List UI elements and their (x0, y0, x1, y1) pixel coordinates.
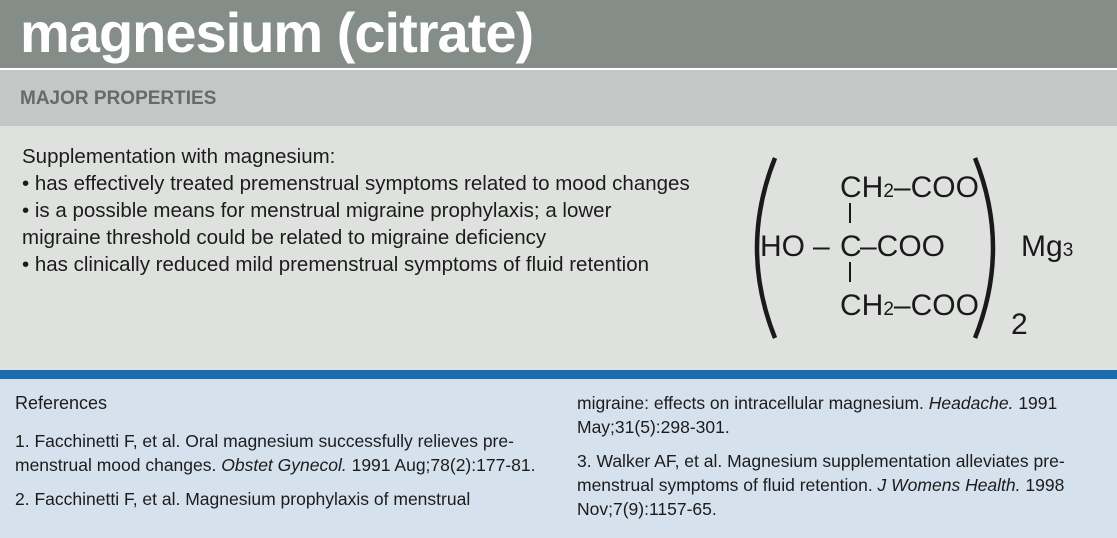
references-panel (0, 379, 1117, 538)
journal-name: Obstet Gynecol. (221, 455, 347, 475)
formula-metal: Mg3 (1021, 230, 1074, 263)
reference-3-line: Nov;7(9):1157-65. (577, 499, 717, 519)
reference-3-line: menstrual symptoms of fluid retention. J Womens Health. 1998 (577, 475, 1065, 495)
formula-middle-group: –COO (860, 230, 946, 263)
reference-3-line: 3. Walker AF, et al. Magnesium supplementation alleviates pre- (577, 451, 1065, 471)
section-header (0, 70, 1117, 126)
page-title: magnesium (citrate) (20, 1, 534, 64)
reference-2-line: May;31(5):298-301. (577, 417, 730, 437)
formula-hydroxyl: HO (760, 230, 805, 263)
properties-panel (0, 126, 1117, 370)
references-heading: References (15, 393, 108, 413)
property-item: • has effectively treated premenstrual symptoms related to mood changes (22, 172, 690, 195)
title-bar (0, 0, 1117, 68)
references-column-right (577, 391, 1065, 521)
property-item: • is a possible means for menstrual migraine prophylaxis; a lower (22, 199, 612, 222)
properties-intro: Supplementation with magnesium: (22, 145, 336, 168)
reference-1-line: 1. Facchinetti F, et al. Oral magnesium successfully relieves pre- (15, 431, 514, 451)
property-item-continued: migraine threshold could be related to migraine deficiency (22, 226, 547, 249)
formula-central-carbon: C (840, 230, 862, 263)
property-item: • has clinically reduced mild premenstrual symptoms of fluid retention (22, 253, 650, 276)
journal-name: Headache. (928, 393, 1014, 413)
formula-top-group: CH2–COO (840, 171, 979, 204)
formula-bottom-group: CH2–COO (840, 289, 979, 322)
divider-rule (0, 370, 1117, 379)
journal-name: J Womens Health. (877, 475, 1021, 495)
reference-2-line: 2. Facchinetti F, et al. Magnesium prophylaxis of menstrual (15, 489, 471, 509)
formula-bond: – (813, 230, 830, 263)
section-label: MAJOR PROPERTIES (20, 88, 217, 109)
reference-1-line: menstrual mood changes. Obstet Gynecol. 1991 Aug;78(2):177-81. (15, 455, 536, 475)
properties-text (22, 143, 732, 278)
references-column-left (15, 391, 535, 511)
chemical-structure (735, 126, 1117, 370)
formula-outer-subscript: 2 (1011, 308, 1028, 341)
reference-2-line: migraine: effects on intracellular magnesium. Headache. 1991 (577, 393, 1058, 413)
